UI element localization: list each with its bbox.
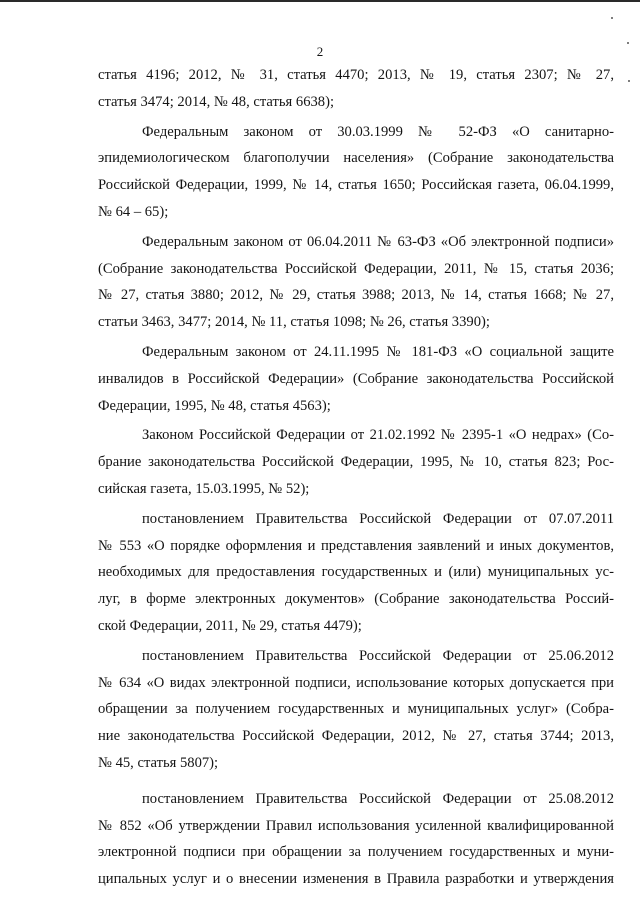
text-line: ципальных услуг и о внесении изменения в Правила разработки и утверждения [98,871,614,888]
page-number: 2 [316,44,324,59]
text-line: № 634 «О видах электронной подписи, использование которых допускается при [98,674,614,691]
text-line: постановлением Правительства Российской Федерации от 07.07.2011 [142,510,614,527]
paragraph [98,786,614,893]
text-line: статья 3474; 2014, № 48, статья 6638); [98,93,334,110]
text-line: брание законодательства Российской Федерации, 1995, № 10, статья 823; Рос- [98,454,614,471]
scan-speck [611,17,613,19]
paragraph [98,643,614,777]
text-line: Российской Федерации, 1999, № 14, статья 1650; Российская газета, 06.04.1999, [98,177,614,194]
text-line: № 27, статья 3880; 2012, № 29, статья 3988; 2013, № 14, статья 1668; № 27, [98,287,614,304]
text-line: эпидемиологическом благополучии населения» (Собрание законодательства [98,150,614,167]
document-body [98,62,614,893]
text-line: Федеральным законом от 30.03.1999 № 52-ФЗ «О санитарно- [142,123,614,140]
text-line: постановлением Правительства Российской Федерации от 25.06.2012 [142,647,614,664]
text-line: инвалидов в Российской Федерации» (Собрание законодательства Российской [98,370,614,387]
text-line: Федерации, 1995, № 48, статья 4563); [98,397,331,414]
text-line: Федеральным законом от 06.04.2011 № 63-ФЗ «Об электронной подписи» [142,233,614,250]
text-line: № 45, статья 5807); [98,754,219,771]
text-line: Федеральным законом от 24.11.1995 № 181-ФЗ «О социальной защите [142,343,614,360]
paragraph [98,422,614,502]
text-line: статьи 3463, 3477; 2014, № 11, статья 1098; № 26, статья 3390); [98,314,490,331]
text-line: (Собрание законодательства Российской Федерации, 2011, № 15, статья 2036; [98,260,614,277]
paragraph [98,339,614,419]
text-line: луг, в форме электронных документов» (Собрание законодательства Россий- [98,591,614,608]
scan-speck [628,80,630,82]
text-line: ние законодательства Российской Федерации, 2012, № 27, статья 3744; 2013, [98,728,614,745]
paragraph [98,229,614,336]
text-line: № 553 «О порядке оформления и представления заявлений и иных документов, [98,537,614,554]
paragraph [98,62,614,116]
text-line: обращении за получением государственных и муниципальных услуг» (Собра- [98,701,614,718]
text-line: постановлением Правительства Российской Федерации от 25.08.2012 [142,790,614,807]
text-line: № 852 «Об утверждении Правил использования усиленной квалифицированной [98,817,614,834]
text-line: необходимых для предоставления государственных и (или) муниципальных ус- [98,564,614,581]
text-line: сийская газета, 15.03.1995, № 52); [98,480,310,497]
text-line: электронной подписи при обращении за получением государственных и муни- [98,844,614,861]
paragraph [98,119,614,226]
text-line: статья 4196; 2012, № 31, статья 4470; 2013, № 19, статья 2307; № 27, [98,67,614,83]
scan-top-edge [0,0,640,2]
text-line: Законом Российской Федерации от 21.02.1992 № 2395-1 «О недрах» (Со- [142,427,614,444]
text-line: ской Федерации, 2011, № 29, статья 4479); [98,617,362,634]
paragraph [98,506,614,640]
text-line: № 64 – 65); [98,203,169,220]
